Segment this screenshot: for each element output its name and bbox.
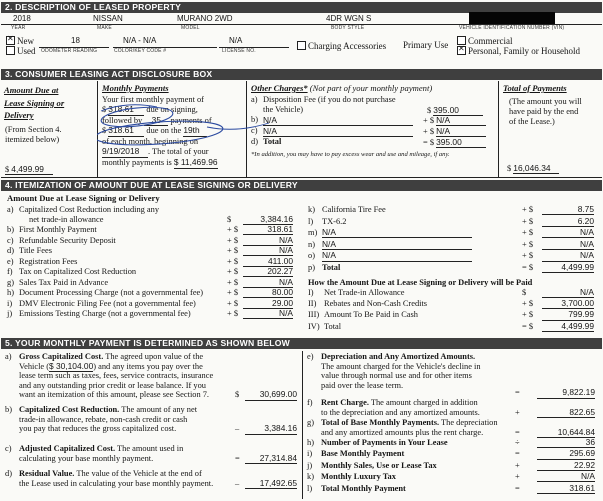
item-text: paid over the lease term. [321, 380, 404, 390]
item-text: value through normal use and for other items [321, 371, 472, 381]
payment-count: 35 [144, 116, 168, 127]
item-text: you pay that reduces the gross capitalized cost. [19, 424, 177, 434]
itemization-row [1, 246, 306, 256]
used-label: Used [17, 46, 36, 56]
item-letter: n) [308, 239, 315, 249]
item-letter: l) [308, 216, 314, 226]
charging-accessories-label: Charging Accessories [308, 41, 387, 51]
item-value: 8.75 [542, 205, 594, 215]
other-charge-a: a) Disposition Fee (if you do not purchase the Vehicle) $ 395.00 [251, 95, 496, 115]
amount-due-heading: Amount Due at Lease Signing or Delivery [7, 193, 160, 203]
operator: – [235, 478, 240, 488]
currency-sign: $ [5, 165, 10, 174]
monthly-line: Your first monthly payment of [102, 95, 204, 104]
itemization-row [1, 205, 306, 224]
item-letter: c) [7, 235, 14, 245]
operator: $ [522, 288, 527, 297]
first-payment-amount: 318.61 [108, 105, 144, 116]
item-value: 6.20 [542, 217, 594, 227]
item-text: Rebates and Non-Cash Credits [324, 299, 428, 309]
operator: + $ [522, 239, 534, 249]
other-charge-c: c) N/A + $ N/A [251, 126, 496, 137]
label-body-style: BODY STYLE [331, 25, 365, 31]
vehicle-body-style: 4DR WGN S [326, 14, 372, 23]
personal-label: Personal, Family or Household [468, 46, 580, 56]
item-letter: b) [5, 405, 12, 414]
itemization-row [1, 299, 306, 309]
item-value: 3,384.16 [243, 215, 293, 225]
breakdown-row [307, 438, 601, 448]
monthly-text: due on signing, [146, 104, 198, 114]
disclosure-box [1, 81, 602, 178]
item-letter: p) [308, 263, 315, 272]
label-year: YEAR [11, 25, 26, 31]
payment-breakdown [307, 438, 601, 498]
monthly-line: $ 318.61 due on the 19th [102, 126, 244, 137]
item-title: Monthly Sales, Use or Lease Tax [321, 460, 437, 470]
item-letter: f) [7, 267, 13, 277]
monthly-line: of each month, beginning on [102, 137, 199, 147]
cap-cost-reduction [5, 405, 301, 435]
operator: + $ [522, 251, 534, 261]
license-value: N/A [229, 36, 243, 45]
operator: + $ [522, 228, 534, 238]
item-letter: b) [251, 115, 258, 124]
item-text: trade-in allowance, rebate, non-cash credit or cash [19, 414, 188, 424]
operator: = [515, 483, 520, 493]
breakdown-row [307, 449, 601, 459]
item-title: Number of Payments in Your Lease [321, 438, 448, 447]
item-text: Total [263, 137, 282, 146]
item-text: The amount used in [115, 444, 184, 453]
item-letter: d) [251, 137, 258, 146]
label-model: MODEL [181, 25, 200, 31]
item-title: Rent Charge. [321, 398, 369, 407]
operator: = $ [522, 321, 534, 331]
item-letter: a) [251, 95, 258, 104]
item-value: N/A [542, 251, 594, 261]
amount-due-title-line: Delivery [4, 110, 34, 120]
operator: + $ [522, 205, 534, 214]
item-text: DMV Electronic Filing Fee (not a governmental fee) [19, 298, 196, 308]
item-text: Refundable Security Deposit [19, 235, 116, 245]
operator: – [235, 424, 240, 434]
used-checkbox[interactable] [6, 46, 36, 57]
item-text: The agreed upon value of the [103, 352, 204, 361]
item-value: 80.00 [243, 288, 293, 298]
operator: + $ [522, 310, 534, 320]
primary-use-label: Primary Use [403, 40, 449, 50]
item-text: The depreciation [439, 418, 498, 427]
item-letter: l) [307, 483, 313, 493]
item-value: 202.27 [243, 267, 293, 277]
total-base-payments-value: 10,644.84 [537, 428, 595, 439]
handwritten-circle-marks [97, 93, 277, 163]
item-text: Amount To Be Paid in Cash [324, 310, 418, 320]
item-text: Emissions Testing Charge (not a governmental fee) [19, 309, 191, 319]
item-title: Gross Capitalized Cost. [19, 352, 104, 361]
item-letter: h) [307, 438, 314, 447]
item-letter: I) [308, 288, 314, 297]
item-value: 29.00 [243, 299, 293, 309]
gross-cap-cost [5, 352, 301, 400]
item-value: N/A [542, 240, 594, 250]
itemization-row [306, 251, 602, 261]
section2-body [1, 14, 602, 56]
item-text: Capitalized Cost Reduction including any [19, 205, 160, 214]
operator: + $ [227, 267, 239, 277]
label-license: LICENSE NO. [222, 48, 256, 54]
operator: $ [227, 214, 232, 224]
monthly-text: followed by [102, 115, 143, 125]
item-letter: b) [7, 225, 14, 235]
vin-redaction [469, 12, 555, 24]
item-letter: a) [5, 352, 12, 361]
amount-due-number: 4,499.99 [11, 164, 44, 174]
item-value: N/A [243, 236, 293, 246]
other-charge-total: d) Total = $ 395.00 [251, 137, 496, 148]
item-letter: j) [307, 460, 313, 470]
itemization-left [1, 205, 306, 335]
monthly-text: . The total of your [148, 146, 209, 156]
item-title: Capitalized Cost Reduction. [19, 405, 120, 414]
monthly-total: $ 11,469.96 [173, 156, 218, 167]
item-text: N/A [322, 251, 472, 261]
item-value: 36 [537, 438, 595, 448]
operator: = [235, 453, 240, 463]
item-text: The amount charged for the Vehicle's decline in [321, 361, 481, 371]
operator: $ [235, 390, 240, 400]
rent-charge [307, 398, 601, 418]
rent-charge-value: 822.65 [537, 408, 595, 419]
itemization-row [306, 228, 602, 238]
item-text: Tax on Capitalized Cost Reduction [19, 267, 137, 277]
itemization-row [1, 236, 306, 246]
total-line: of the Lease.) [509, 117, 555, 126]
total-line: have paid by the end [509, 107, 579, 116]
depreciation [307, 352, 601, 397]
payment-day: 19th [183, 126, 207, 137]
total-line: (The amount you will [509, 97, 582, 106]
operator: + $ [227, 298, 239, 308]
amount-due-title-line: Amount Due at [4, 85, 59, 95]
itemization-row [306, 263, 602, 273]
how-paid-row [306, 299, 602, 309]
item-text: Vehicle ( [19, 361, 49, 371]
item-text: Total [324, 321, 342, 331]
operator: + $ [227, 225, 239, 235]
itemization-row [306, 240, 602, 250]
item-letter: a) [7, 205, 14, 214]
breakdown-row [307, 484, 601, 494]
item-value: N/A [436, 126, 486, 137]
disposition-fee-value: 395.00 [433, 105, 483, 116]
other-charges-heading: Other Charges* [251, 83, 308, 93]
item-text: TX-6.2 [322, 216, 347, 226]
how-paid-row [306, 288, 602, 298]
monthly-payments-title: Monthly Payments [102, 83, 169, 93]
label-vin: VEHICLE IDENTIFICATION NUMBER (VIN) [459, 25, 565, 31]
residual-value [5, 469, 301, 489]
item-value: N/A [243, 246, 293, 256]
section4-header: 4. ITEMIZATION OF AMOUNT DUE AT LEASE SIGNING OR DELIVERY [1, 180, 602, 191]
item-letter: d) [7, 246, 14, 256]
item-letter: c) [5, 444, 12, 453]
residual-value-number: 17,492.65 [245, 479, 297, 490]
new-label: New [17, 36, 34, 46]
item-value: 295.69 [537, 449, 595, 459]
item-letter: g) [307, 418, 314, 427]
label-make: MAKE [97, 25, 112, 31]
operator: + $ [227, 256, 239, 266]
label-color-key: COLOR/KEY CODE # [114, 48, 167, 54]
item-letter: f) [307, 398, 313, 407]
payment-start-date: 9/19/2018 [102, 147, 148, 158]
total-payments-value: $ 16,046.34 [507, 164, 559, 174]
item-letter: c) [251, 126, 258, 135]
other-charges-list [251, 95, 496, 160]
item-letter: h) [7, 288, 14, 298]
item-title: Total Monthly Payment [321, 483, 406, 493]
itemization-row [306, 217, 602, 227]
other-charges-total: 395.00 [436, 137, 486, 148]
item-text: and any outstanding prior credit or lease balance. If you [19, 380, 206, 390]
item-text: Disposition Fee (if you do not purchase [263, 95, 396, 104]
item-letter: g) [7, 277, 14, 287]
item-text: Document Processing Charge (not a governmental fee) [19, 288, 204, 298]
item-text: N/A [322, 240, 472, 250]
item-title: Total of Base Monthly Payments. [321, 418, 440, 427]
amount-due-value [5, 165, 44, 174]
depreciation-value: 9,822.19 [537, 388, 595, 399]
item-value: N/A [537, 472, 595, 482]
item-letter: m) [308, 228, 318, 238]
itemization-row [1, 278, 306, 288]
amount-due-note-line: (From Section 4. [5, 125, 62, 134]
color-key-value: N/A - N/A [123, 36, 157, 45]
how-paid-list [306, 288, 602, 333]
operator: + [515, 407, 520, 417]
adjusted-cap-cost [5, 444, 301, 464]
item-title: Depreciation and Any Amortized Amounts. [321, 352, 476, 361]
item-text: Total [322, 263, 341, 272]
item-letter: i) [7, 298, 13, 308]
operator: + $ [227, 277, 239, 287]
item-text: Sales Tax Paid in Advance [19, 277, 109, 287]
item-text: Title Fees [19, 246, 52, 256]
vehicle-model: MURANO 2WD [177, 14, 233, 23]
item-value: 799.99 [542, 310, 594, 320]
monthly-text: monthly payments is [102, 157, 172, 167]
total-payments-text [509, 97, 582, 127]
vehicle-value: $ 30,104.00 [49, 360, 94, 371]
charging-accessories-checkbox[interactable] [297, 41, 386, 52]
operator: = [515, 427, 520, 437]
total-base-payments [307, 418, 601, 438]
item-value: 22.92 [537, 461, 595, 471]
item-letter: IV) [308, 321, 320, 331]
operator: = [515, 388, 520, 397]
item-text: Net Trade-in Allowance [324, 288, 405, 297]
itemization-row [1, 267, 306, 277]
section2-header: 2. DESCRIPTION OF LEASED PROPERTY [1, 2, 602, 13]
item-value: 318.61 [537, 484, 595, 494]
amount-due-title [4, 84, 64, 122]
other-charge-b: b) N/A + $ N/A [251, 115, 496, 126]
item-text: ) and any items you pay over the [93, 361, 203, 371]
adjusted-cap-cost-value: 27,314.84 [245, 454, 297, 465]
item-value: 4,499.99 [542, 322, 594, 332]
item-letter: i) [307, 449, 313, 459]
total-payments-title: Total of Payments [503, 83, 567, 93]
item-value: N/A [436, 115, 486, 126]
item-text: and any amortized amounts plus the rent charge. [321, 427, 484, 437]
item-text: California Tire Fee [322, 205, 386, 214]
other-charges-footnote: *In addition, you may have to pay excess wear and use and mileage, if any. [251, 151, 450, 158]
itemization-row [1, 309, 306, 319]
monthly-payment-amount: 318.61 [108, 126, 144, 137]
other-charges-title [251, 84, 432, 93]
item-letter: e) [307, 352, 314, 361]
item-text: net trade-in allowance [29, 214, 104, 224]
monthly-line: $ 318.61 due on signing, [102, 103, 198, 114]
item-text: the Lease used in calculating your base monthly payment. [19, 478, 214, 488]
item-title: Adjusted Capitalized Cost. [19, 444, 116, 453]
how-paid-row [306, 310, 602, 320]
vehicle-year: 2018 [13, 14, 31, 23]
operator: = [515, 449, 520, 459]
item-text: calculating your base monthly payment. [19, 453, 154, 463]
operator: ÷ [515, 438, 520, 447]
itemization-row [1, 288, 306, 298]
personal-checkbox[interactable] [457, 46, 580, 57]
item-text: the Vehicle) [263, 105, 304, 114]
item-value: 4,499.99 [542, 263, 594, 273]
monthly-text: due on the [146, 126, 182, 136]
item-text: The amount of any net [119, 405, 198, 414]
item-text: lease term such as taxes, fees, service contracts, insurance [19, 371, 214, 381]
item-value: N/A [542, 228, 594, 238]
operator: + [515, 472, 520, 482]
item-title: Monthly Luxury Tax [321, 472, 396, 482]
monthly-text: payments of [170, 115, 212, 125]
item-value: 318.61 [243, 225, 293, 235]
operator: = $ [522, 263, 534, 272]
cap-cost-reduction-value: 3,384.16 [245, 424, 297, 435]
total-payments-number: 16,046.34 [513, 164, 559, 174]
operator: + [515, 460, 520, 470]
lease-document [1, 1, 602, 499]
item-text: First Monthly Payment [19, 225, 97, 235]
item-letter: d) [5, 469, 12, 478]
item-text: Registration Fees [19, 256, 78, 266]
item-text: N/A [322, 228, 472, 238]
item-value: N/A [243, 309, 293, 319]
amount-due-title-line: Lease Signing or [4, 97, 65, 108]
item-letter: j) [7, 309, 13, 319]
section5-header: 5. YOUR MONTHLY PAYMENT IS DETERMINED AS SHOWN BELOW [1, 338, 602, 349]
item-value: 3,700.00 [542, 299, 594, 309]
operator: + $ [522, 216, 534, 226]
item-title: Residual Value. [19, 469, 75, 478]
amount-due-note [5, 125, 62, 145]
item-text: The value of the Vehicle at the end of [74, 469, 202, 478]
item-text: N/A [263, 126, 413, 137]
item-letter: III) [308, 310, 320, 320]
breakdown-row [307, 472, 601, 482]
itemization-row [1, 225, 306, 235]
item-text: want an itemization of this amount, please see Section 7. [19, 390, 210, 400]
breakdown-row [307, 461, 601, 471]
label-odometer: ODOMETER READING [41, 48, 98, 54]
how-paid-row [306, 322, 602, 332]
operator: + $ [522, 299, 534, 309]
vehicle-make: NISSAN [93, 14, 123, 23]
section3-header: 3. CONSUMER LEASING ACT DISCLOSURE BOX [1, 69, 602, 80]
item-value: 411.00 [243, 257, 293, 267]
operator: + $ [227, 288, 239, 298]
item-value: N/A [243, 278, 293, 288]
gross-cap-cost-value: 30,699.00 [245, 390, 297, 401]
how-paid-heading: How the Amount Due at Lease Signing or Delivery will be Paid [308, 278, 533, 287]
item-letter: II) [308, 299, 317, 309]
item-letter: o) [308, 251, 315, 261]
itemization-row [1, 257, 306, 267]
operator: + $ [227, 246, 239, 256]
item-letter: k) [307, 472, 314, 482]
item-value: N/A [542, 288, 594, 298]
itemization-row [306, 205, 602, 215]
odometer-value: 18 [71, 36, 80, 45]
itemization-right [306, 205, 602, 275]
item-text: N/A [263, 115, 413, 126]
item-letter: k) [308, 205, 315, 214]
item-letter: e) [7, 256, 14, 266]
operator: + $ [227, 235, 239, 245]
other-charges-subtitle: (Not part of your monthly payment) [309, 83, 433, 93]
item-title: Base Monthly Payment [321, 449, 405, 459]
amount-due-note-line: itemized below) [5, 135, 60, 144]
item-text: to the depreciation and any amortized amounts. [321, 407, 480, 417]
item-text: The amount charged in addition [368, 398, 478, 407]
operator: + $ [227, 309, 239, 319]
commercial-label: Commercial [468, 36, 513, 46]
